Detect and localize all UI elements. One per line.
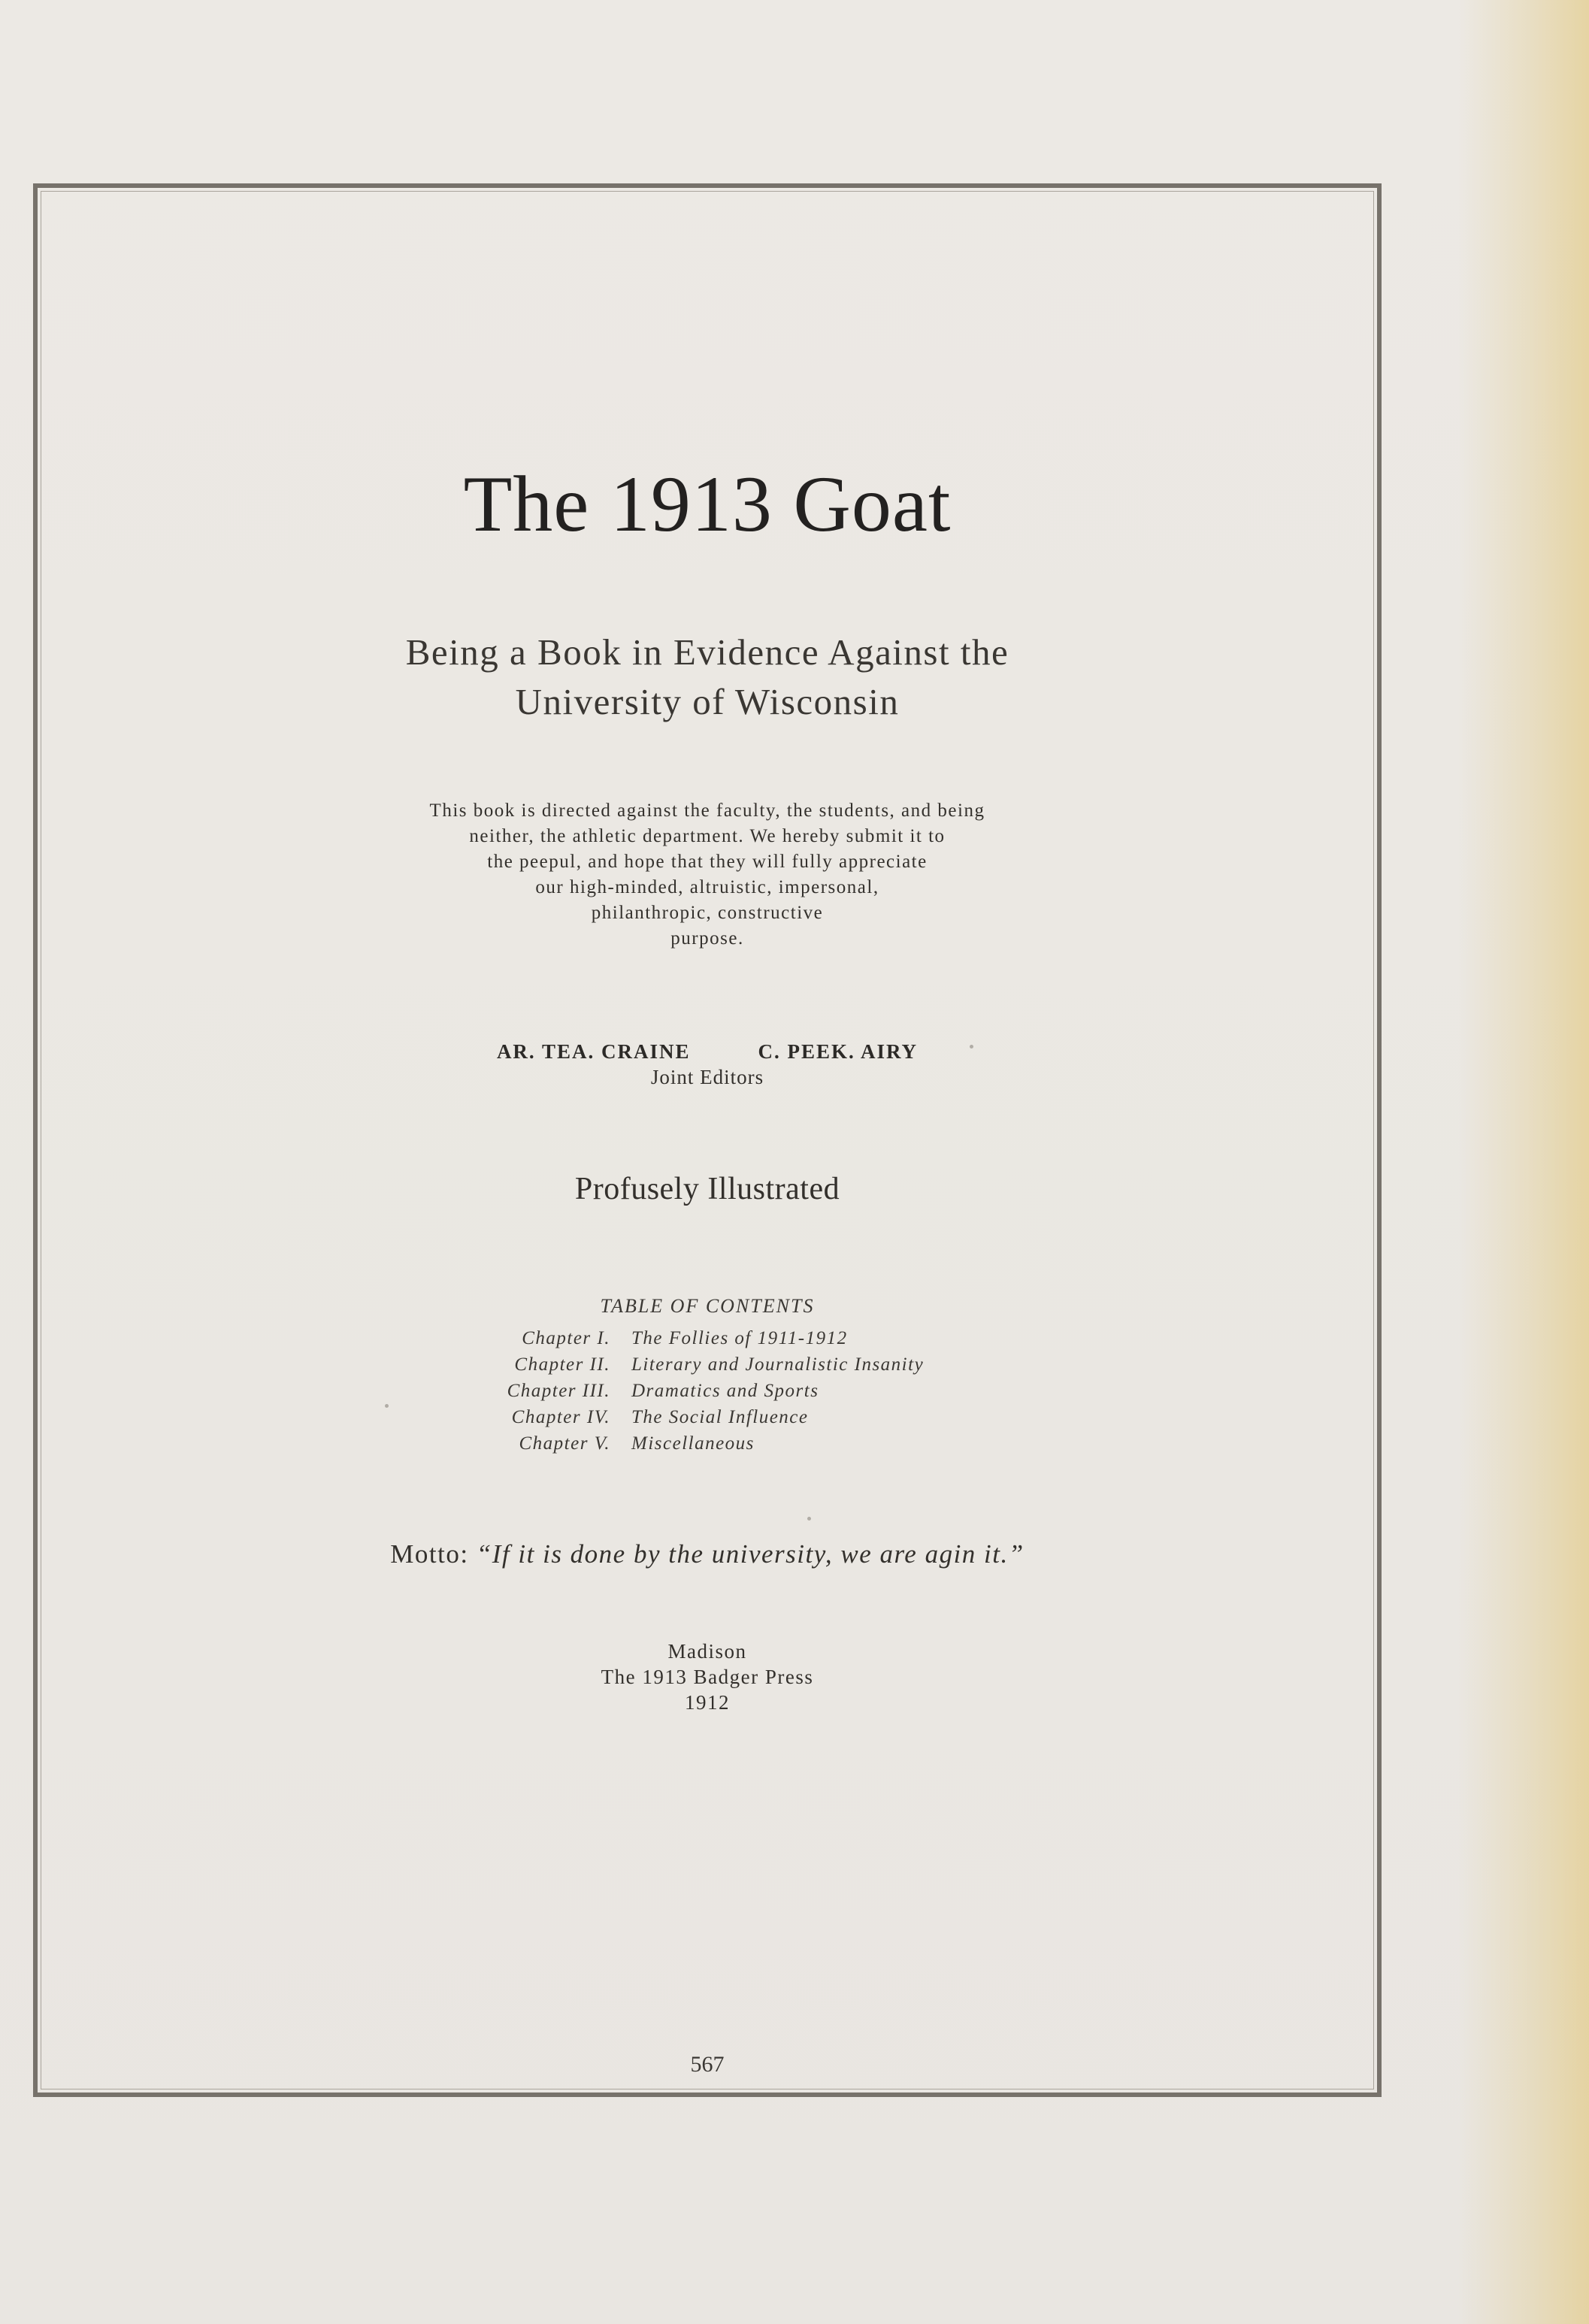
imprint-press: The 1913 Badger Press bbox=[601, 1666, 814, 1688]
intro-paragraph bbox=[33, 798, 1382, 952]
toc-chapter-title: The Social Influence bbox=[631, 1407, 809, 1427]
toc-chapter-title: The Follies of 1911-1912 bbox=[631, 1328, 848, 1348]
toc-row bbox=[466, 1325, 1037, 1351]
toc-heading: TABLE OF CONTENTS bbox=[600, 1295, 815, 1317]
editor-name-2: C. PEEK. AIRY bbox=[758, 1040, 919, 1063]
toc-row bbox=[466, 1351, 1037, 1378]
illustrated-note: Profusely Illustrated bbox=[574, 1172, 840, 1206]
motto-label: Motto: bbox=[390, 1539, 469, 1569]
intro-line: This book is directed against the faculty, the students, and being bbox=[429, 800, 985, 821]
subtitle-line-2: University of Wisconsin bbox=[515, 681, 900, 722]
toc-chapter-title: Miscellaneous bbox=[631, 1433, 755, 1454]
toc-chapter-number: Chapter I. bbox=[522, 1328, 610, 1348]
editors-names bbox=[33, 1040, 1382, 1064]
toc-chapter-number: Chapter IV. bbox=[511, 1407, 610, 1427]
toc-chapter-title: Dramatics and Sports bbox=[631, 1381, 819, 1401]
toc-row bbox=[466, 1430, 1037, 1457]
toc-row bbox=[466, 1378, 1037, 1404]
toc-chapter-number: Chapter III. bbox=[507, 1381, 610, 1401]
book-subtitle bbox=[33, 628, 1382, 727]
imprint-city: Madison bbox=[667, 1640, 747, 1663]
subtitle-line-1: Being a Book in Evidence Against the bbox=[405, 631, 1009, 673]
intro-line: our high-minded, altruistic, impersonal, bbox=[535, 877, 879, 897]
book-title: The 1913 Goat bbox=[463, 460, 952, 548]
toc-chapter-number: Chapter V. bbox=[519, 1433, 610, 1454]
motto-text: “If it is done by the university, we are agin it.” bbox=[476, 1539, 1025, 1569]
editor-name-1: AR. TEA. CRAINE bbox=[496, 1040, 691, 1063]
intro-line: purpose. bbox=[670, 928, 744, 949]
intro-line: the peepul, and hope that they will fully appreciate bbox=[487, 852, 928, 872]
table-of-contents bbox=[466, 1325, 1037, 1457]
motto bbox=[33, 1539, 1382, 1569]
toc-chapter-number: Chapter II. bbox=[514, 1354, 610, 1375]
intro-line: neither, the athletic department. We hereby submit it to bbox=[469, 826, 946, 846]
editors-role: Joint Editors bbox=[650, 1066, 764, 1088]
page-number: 567 bbox=[690, 2052, 725, 2077]
intro-line: philanthropic, constructive bbox=[591, 903, 824, 923]
paper-speck bbox=[385, 1404, 389, 1408]
toc-row bbox=[466, 1404, 1037, 1430]
imprint bbox=[33, 1639, 1382, 1715]
toc-chapter-title: Literary and Journalistic Insanity bbox=[631, 1354, 925, 1375]
imprint-year: 1912 bbox=[685, 1691, 730, 1714]
paper-speck bbox=[970, 1045, 973, 1049]
paper-speck bbox=[807, 1517, 811, 1521]
